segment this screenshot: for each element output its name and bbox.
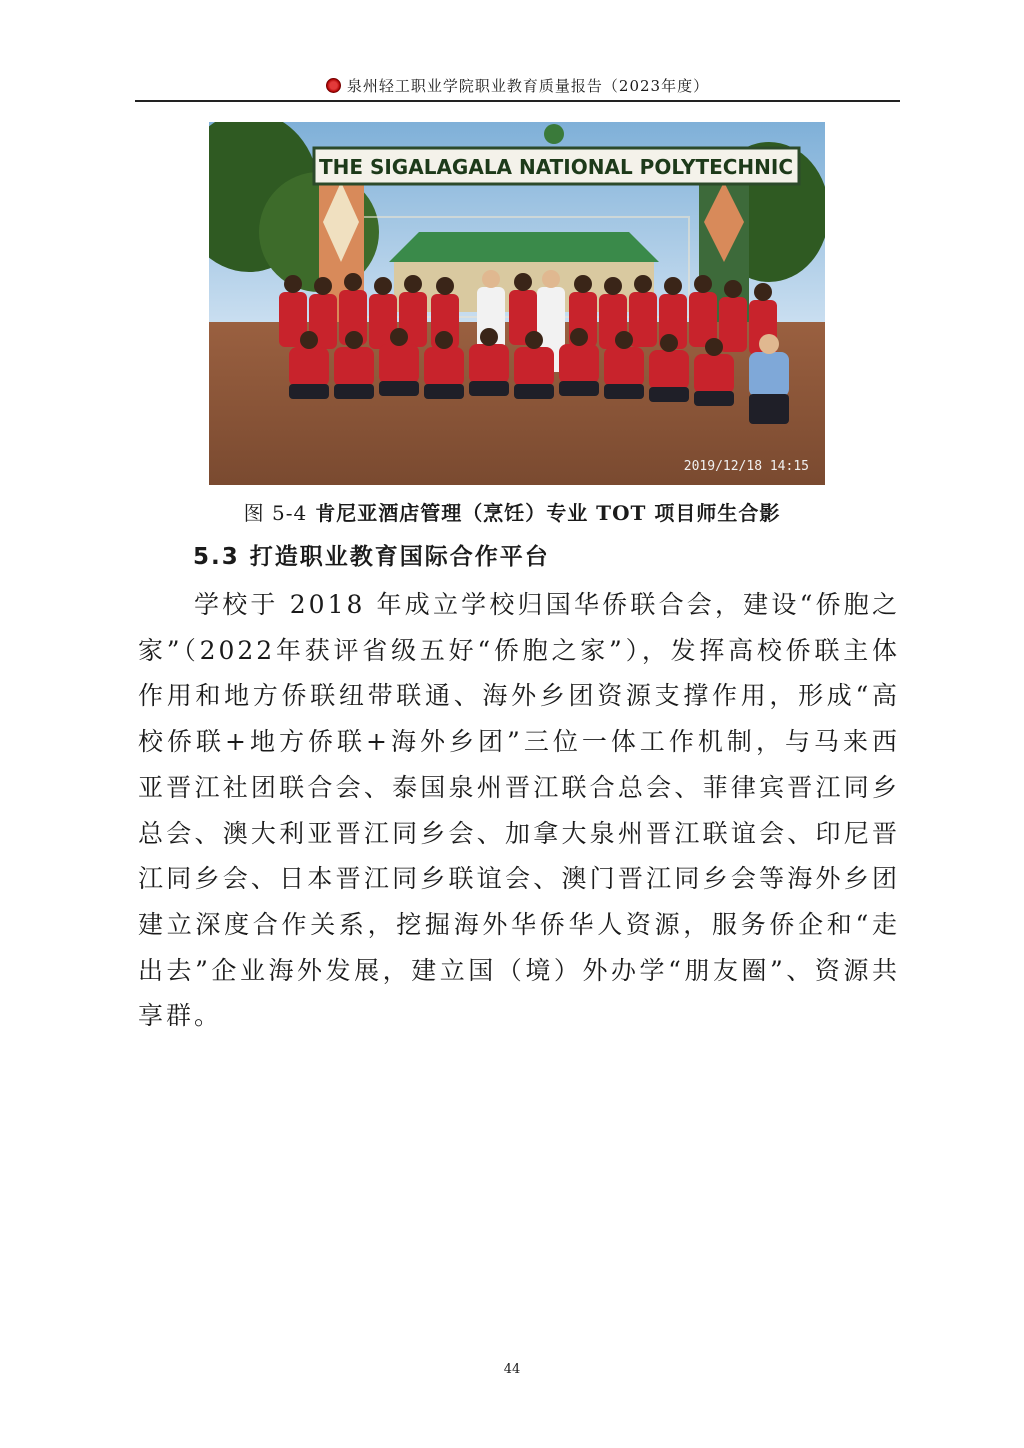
school-emblem-icon xyxy=(326,78,341,93)
section-heading: 5.3 打造职业教育国际合作平台 xyxy=(193,544,550,570)
body-paragraph: 学校于 2018 年成立学校归国华侨联合会，建设“侨胞之家”（2022年获评省级五好“侨胞之家”），发挥高校侨联主体作用和地方侨联纽带联通、海外乡团资源支撑作用，形成“高校侨联+地方侨联+海外乡团”三位一体工作机制，与马来西亚晋江社团联合会、泰国泉州晋江联合总会、菲律宾晋江同乡总会、澳大利亚晋江同乡会、加拿大泉州晋江联谊会、印尼晋江同乡会、日本晋江同乡联谊会、澳门晋江同乡会等海外乡团建立深度合作关系，挖掘海外华侨华人资源，服务侨企和“走出去”企业海外发展，建立国（境）外办学“朋友圈”、资源共享群。 xyxy=(138,590,900,1031)
sign-text: THE SIGALAGALA NATIONAL POLYTECHNIC xyxy=(318,155,794,179)
group-photo xyxy=(209,122,825,485)
header-title: 泉州轻工职业学院职业教育质量报告（2023年度） xyxy=(346,76,710,95)
figure-caption xyxy=(0,497,1024,526)
figure-number: 图 5-4 xyxy=(243,501,308,525)
photo-timestamp: 2019/12/18 14:15 xyxy=(683,459,809,474)
group-photo-illustration xyxy=(209,122,825,485)
page-number: 44 xyxy=(503,1362,521,1377)
figure-caption-text: 肯尼亚酒店管理（烹饪）专业 TOT 项目师生合影 xyxy=(315,501,781,525)
page-header xyxy=(135,70,900,102)
